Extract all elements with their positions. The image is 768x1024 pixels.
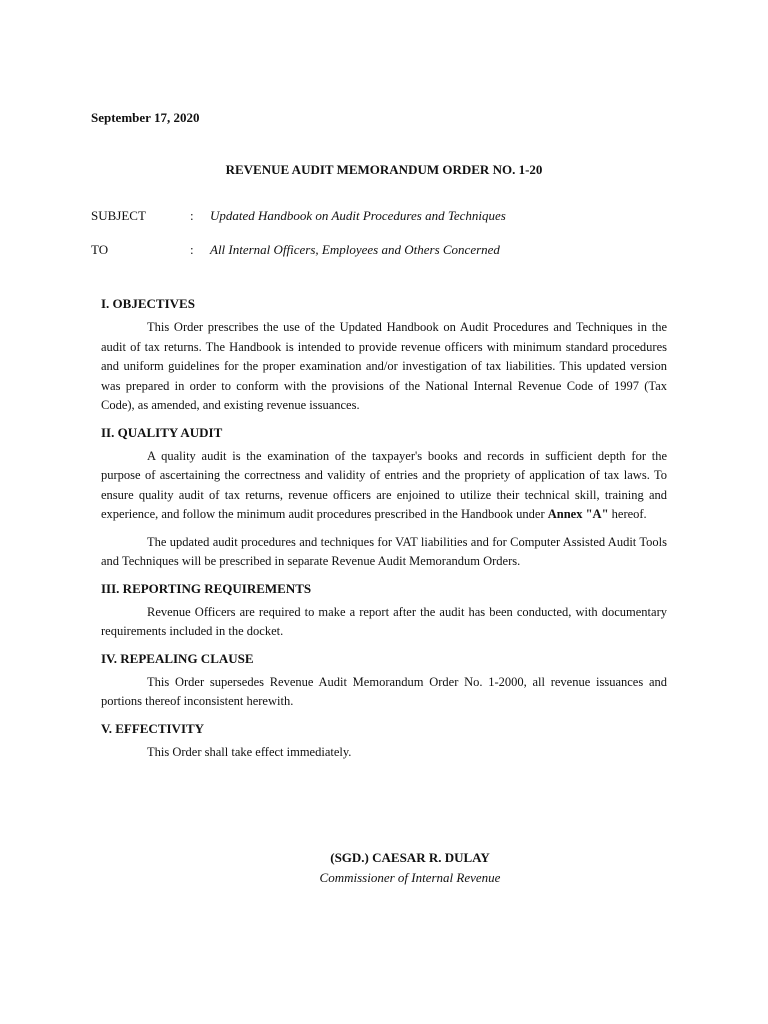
signatory-name: (SGD.) CAESAR R. DULAY — [330, 850, 490, 865]
document-body — [101, 295, 667, 770]
paragraph: This Order shall take effect immediately. — [147, 744, 352, 759]
section-objectives — [101, 295, 667, 416]
section-heading: I. OBJECTIVES — [101, 296, 195, 311]
annex-reference: Annex "A" — [547, 507, 609, 521]
to-label: TO — [91, 242, 109, 257]
paragraph: This Order prescribes the use of the Updated Handbook on Audit Procedures and Techniques in the audit of tax returns. The Handbook is intended to provide revenue officers with minimum standard procedures and uniform guidelines for the proper examination and/or investigation of tax liabilities. This updated version was prepared in order to conform with the provisions of the National Internal Revenue Code of 1997 (Tax Code), as amended, and existing revenue issuances. — [101, 320, 667, 412]
paragraph: The updated audit procedures and techniques for VAT liabilities and for Computer Assisted Audit Tools and Techniques will be prescribed in separate Revenue Audit Memorandum Orders. — [101, 534, 667, 568]
section-heading: V. EFFECTIVITY — [101, 720, 205, 736]
section-heading: III. REPORTING REQUIREMENTS — [101, 580, 312, 596]
order-title: REVENUE AUDIT MEMORANDUM ORDER NO. 1-20 — [225, 162, 543, 177]
subject-label: SUBJECT — [91, 208, 146, 223]
paragraph-text: hereof. — [608, 507, 647, 521]
section-heading: IV. REPEALING CLAUSE — [101, 650, 254, 666]
section-reporting — [101, 580, 667, 642]
to-colon: : — [190, 242, 194, 257]
paragraph: This Order supersedes Revenue Audit Memorandum Order No. 1-2000, all revenue issuances and portions thereof inconsistent herewith. — [101, 674, 667, 708]
to-value: All Internal Officers, Employees and Others Concerned — [210, 242, 500, 257]
section-repealing — [101, 650, 667, 712]
subject-value: Updated Handbook on Audit Procedures and Techniques — [210, 208, 506, 223]
subject-colon: : — [190, 208, 194, 223]
section-quality-audit — [101, 424, 667, 572]
paragraph: Revenue Officers are required to make a report after the audit has been conducted, with documentary requirements included in the docket. — [101, 604, 667, 638]
section-heading: II. QUALITY AUDIT — [101, 424, 223, 440]
signatory-title: Commissioner of Internal Revenue — [319, 870, 501, 885]
document-date: September 17, 2020 — [91, 110, 200, 125]
paragraph-text: A quality audit is the examination of the taxpayer's books and records in sufficient depth for the purpose of ascertaining the correctness and validity of entries and the propriety of application of tax laws. To ensure quality audit of tax returns, revenue officers are enjoined to utilize their technical skill, training and experience, and follow the minimum audit procedures prescribed in the Handbook under — [101, 448, 667, 521]
section-effectivity — [101, 720, 667, 763]
paragraph — [101, 447, 667, 525]
